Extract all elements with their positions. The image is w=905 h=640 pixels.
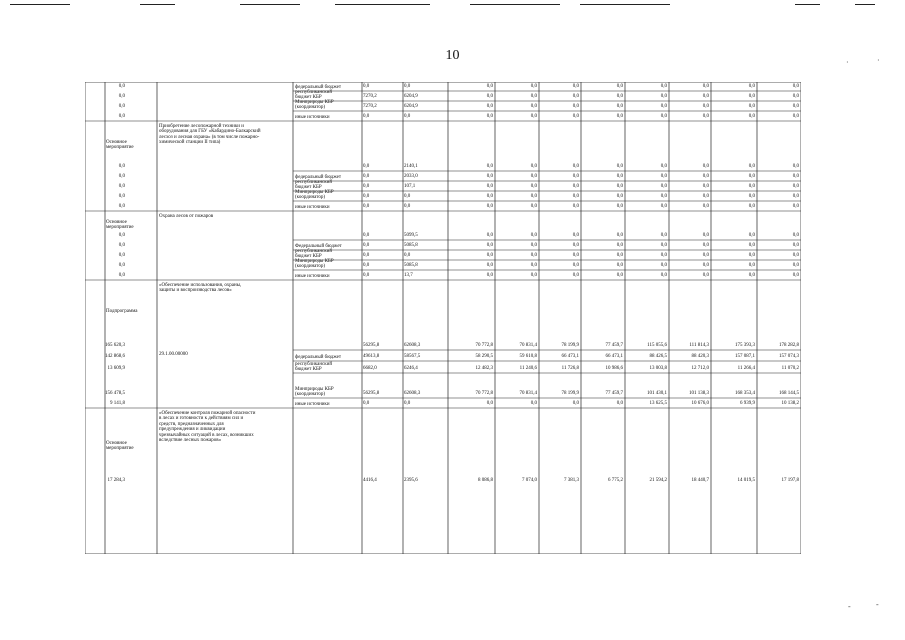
scan-mark: · bbox=[846, 58, 849, 67]
value-cell: 0,0 bbox=[660, 94, 667, 99]
value-cell: 11 266,4 bbox=[737, 366, 755, 371]
value-cell: 0,0 bbox=[530, 194, 537, 199]
value-cell: 0,0 bbox=[530, 243, 537, 248]
value-cell: 12 482,3 bbox=[475, 366, 493, 371]
value-cell: 0,0 bbox=[792, 204, 799, 209]
value-cell: 0,0 bbox=[792, 184, 799, 189]
value-cell: 0,0 bbox=[748, 174, 755, 179]
value-cell: 6682,0 bbox=[363, 366, 377, 371]
value-cell: 0,0 bbox=[486, 174, 493, 179]
value-cell: 0,0 bbox=[616, 84, 623, 89]
value-cell: 6204,9 bbox=[404, 104, 418, 109]
value-cell: 0,0 bbox=[616, 104, 623, 109]
row-label: Минприроды КБР (координатор) bbox=[295, 387, 334, 398]
value-cell: 0,0 bbox=[660, 204, 667, 209]
value-cell: 0,0 bbox=[572, 94, 579, 99]
budget-table bbox=[85, 82, 801, 554]
value-cell: 175 393,3 bbox=[735, 343, 755, 348]
value-cell: 0,0 bbox=[572, 84, 579, 89]
value-cell: 0,0 bbox=[404, 204, 411, 209]
value-cell: 2140,1 bbox=[404, 164, 418, 169]
table-grid bbox=[85, 82, 801, 554]
value-cell: 0,0 bbox=[486, 184, 493, 189]
row-type: Подпрограмма bbox=[106, 309, 138, 314]
row-label: республиканский бюджет КБР bbox=[295, 90, 333, 101]
value-cell: 18 440,7 bbox=[691, 478, 709, 483]
value-cell: 0,0 bbox=[118, 253, 125, 258]
value-cell: 0,0 bbox=[792, 174, 799, 179]
value-cell: 0,0 bbox=[660, 243, 667, 248]
value-cell: 5085,8 bbox=[404, 263, 418, 268]
row-label: федеральный бюджет bbox=[295, 355, 342, 360]
value-cell: 0,0 bbox=[572, 104, 579, 109]
scan-mark: - bbox=[876, 600, 879, 609]
value-cell: 0,0 bbox=[748, 184, 755, 189]
value-cell: 0,0 bbox=[363, 243, 370, 248]
value-cell: 0,0 bbox=[572, 114, 579, 119]
value-cell: 157 087,1 bbox=[735, 354, 755, 359]
value-cell: 0,0 bbox=[530, 401, 537, 406]
value-cell: 0,0 bbox=[792, 84, 799, 89]
value-cell: 0,0 bbox=[572, 174, 579, 179]
value-cell: 21 594,2 bbox=[649, 478, 667, 483]
value-cell: 13,7 bbox=[404, 273, 413, 278]
scan-mark: - bbox=[848, 602, 851, 611]
value-cell: 0,0 bbox=[748, 94, 755, 99]
value-cell: 59 610,8 bbox=[519, 354, 537, 359]
value-cell: 0,0 bbox=[118, 273, 125, 278]
value-cell: 0,0 bbox=[702, 233, 709, 238]
value-cell: 0,0 bbox=[660, 194, 667, 199]
value-cell: 0,0 bbox=[702, 104, 709, 109]
value-cell: 0,0 bbox=[660, 233, 667, 238]
value-cell: 56295,8 bbox=[363, 391, 380, 396]
value-cell: 0,0 bbox=[660, 104, 667, 109]
value-cell: 0,0 bbox=[616, 273, 623, 278]
row-type: Основное мероприятие bbox=[106, 140, 134, 151]
value-cell: 0,0 bbox=[363, 164, 370, 169]
scan-line bbox=[855, 4, 875, 5]
row-label: иные источники bbox=[295, 402, 330, 407]
value-cell: 7 381,3 bbox=[564, 478, 579, 483]
value-cell: 0,0 bbox=[748, 233, 755, 238]
value-cell: 0,0 bbox=[792, 94, 799, 99]
value-cell: 0,0 bbox=[486, 114, 493, 119]
value-cell: 0,0 bbox=[702, 194, 709, 199]
value-cell: 11 240,6 bbox=[519, 366, 537, 371]
value-cell: 12 712,0 bbox=[691, 366, 709, 371]
value-cell: 0,0 bbox=[660, 263, 667, 268]
value-cell: 0,0 bbox=[702, 184, 709, 189]
value-cell: 4416,4 bbox=[363, 478, 377, 483]
value-cell: 6 775,2 bbox=[608, 478, 623, 483]
value-cell: 5085,8 bbox=[404, 243, 418, 248]
value-cell: 0,0 bbox=[792, 104, 799, 109]
value-cell: 77 459,7 bbox=[605, 343, 623, 348]
row-code: 29.1.00.00000 bbox=[159, 352, 188, 357]
value-cell: 0,0 bbox=[792, 194, 799, 199]
value-cell: 0,0 bbox=[530, 174, 537, 179]
value-cell: 0,0 bbox=[572, 233, 579, 238]
value-cell: 13 003,8 bbox=[649, 366, 667, 371]
value-cell: 0,0 bbox=[363, 174, 370, 179]
value-cell: 0,0 bbox=[616, 184, 623, 189]
value-cell: 0,0 bbox=[702, 243, 709, 248]
value-cell: 0,0 bbox=[702, 164, 709, 169]
value-cell: 0,0 bbox=[702, 263, 709, 268]
value-cell: 0,0 bbox=[118, 194, 125, 199]
value-cell: 77 459,7 bbox=[605, 391, 623, 396]
value-cell: 58 290,5 bbox=[475, 354, 493, 359]
value-cell: 0,0 bbox=[792, 263, 799, 268]
scan-line bbox=[795, 4, 820, 5]
value-cell: 0,0 bbox=[572, 164, 579, 169]
value-cell: 0,0 bbox=[660, 253, 667, 258]
value-cell: 0,0 bbox=[486, 253, 493, 258]
value-cell: 14 019,5 bbox=[737, 478, 755, 483]
value-cell: 0,0 bbox=[363, 114, 370, 119]
value-cell: 0,0 bbox=[748, 243, 755, 248]
value-cell: 0,0 bbox=[792, 243, 799, 248]
value-cell: 0,0 bbox=[616, 263, 623, 268]
scan-line bbox=[335, 4, 430, 5]
row-label: федеральный бюджет bbox=[295, 85, 342, 90]
value-cell: 0,0 bbox=[792, 164, 799, 169]
value-cell: 0,0 bbox=[363, 253, 370, 258]
value-cell: 0,0 bbox=[530, 253, 537, 258]
value-cell: 0,0 bbox=[748, 84, 755, 89]
value-cell: 0,0 bbox=[530, 164, 537, 169]
value-cell: 0,0 bbox=[702, 114, 709, 119]
value-cell: 0,0 bbox=[118, 243, 125, 248]
value-cell: 13 625,5 bbox=[649, 401, 667, 406]
value-cell: 6246,4 bbox=[404, 366, 418, 371]
value-cell: 0,0 bbox=[363, 84, 370, 89]
row-label: Минприроды КБР (координатор) bbox=[295, 100, 334, 111]
value-cell: 0,0 bbox=[572, 263, 579, 268]
value-cell: 0,0 bbox=[702, 204, 709, 209]
value-cell: 0,0 bbox=[702, 174, 709, 179]
row-label: Минприроды КБР (координатор) bbox=[295, 259, 334, 270]
value-cell: 88 426,5 bbox=[649, 354, 667, 359]
value-cell: 0,0 bbox=[660, 184, 667, 189]
value-cell: 0,0 bbox=[486, 104, 493, 109]
value-cell: 0,0 bbox=[792, 253, 799, 258]
value-cell: 0,0 bbox=[530, 94, 537, 99]
row-label: республиканский бюджет КБР bbox=[295, 362, 333, 373]
value-cell: 66 473,1 bbox=[605, 354, 623, 359]
value-cell: 88 420,3 bbox=[691, 354, 709, 359]
value-cell: 0,0 bbox=[118, 204, 125, 209]
value-cell: 0,0 bbox=[486, 194, 493, 199]
value-cell: 70 772,8 bbox=[475, 343, 493, 348]
row-label: иные источники bbox=[295, 274, 330, 279]
value-cell: 0,0 bbox=[530, 84, 537, 89]
value-cell: 0,0 bbox=[616, 243, 623, 248]
row-name: «Обеспечение контроля пожарной опасности в лесах и готовности к действиям сил и средств, предназначенных для предупреждения и ликвидации чрезвычайных ситуаций в лесах, возникших вследствие лесных пожаров» bbox=[159, 411, 256, 444]
value-cell: 5099,5 bbox=[404, 233, 418, 238]
value-cell: 0,0 bbox=[616, 114, 623, 119]
value-cell: 168 353,4 bbox=[735, 391, 755, 396]
value-cell: 168 144,5 bbox=[779, 391, 799, 396]
value-cell: 0,0 bbox=[748, 263, 755, 268]
scan-line bbox=[470, 4, 560, 5]
value-cell: 0,0 bbox=[572, 401, 579, 406]
value-cell: 0,0 bbox=[792, 114, 799, 119]
row-label: иные источники bbox=[295, 205, 330, 210]
value-cell: 0,0 bbox=[748, 204, 755, 209]
value-cell: 0,0 bbox=[363, 204, 370, 209]
value-cell: 0,0 bbox=[572, 243, 579, 248]
value-cell: 0,0 bbox=[530, 204, 537, 209]
value-cell: 0,0 bbox=[118, 263, 125, 268]
value-cell: 0,0 bbox=[702, 84, 709, 89]
value-cell: 0,0 bbox=[616, 164, 623, 169]
value-cell: 78 199,9 bbox=[561, 343, 579, 348]
value-cell: 0,0 bbox=[572, 253, 579, 258]
value-cell: 0,0 bbox=[660, 174, 667, 179]
value-cell: 0,0 bbox=[118, 84, 125, 89]
value-cell: 0,0 bbox=[616, 253, 623, 258]
scan-line bbox=[240, 4, 300, 5]
value-cell: 101 430,1 bbox=[647, 391, 667, 396]
page-number: 10 bbox=[445, 48, 460, 63]
value-cell: 0,0 bbox=[486, 243, 493, 248]
value-cell: 0,0 bbox=[660, 164, 667, 169]
value-cell: 0,0 bbox=[748, 164, 755, 169]
value-cell: 11 726,8 bbox=[561, 366, 579, 371]
value-cell: 157 074,3 bbox=[779, 354, 799, 359]
value-cell: 8 086,8 bbox=[478, 478, 493, 483]
value-cell: 10 138,2 bbox=[781, 401, 799, 406]
row-name: «Обеспечение использования, охраны, защиты и воспроизводства лесов» bbox=[159, 283, 242, 294]
value-cell: 0,0 bbox=[530, 114, 537, 119]
value-cell: 0,0 bbox=[363, 233, 370, 238]
row-type: Основное мероприятие bbox=[106, 440, 134, 451]
value-cell: 142 868,6 bbox=[105, 354, 125, 359]
value-cell: 62608,3 bbox=[404, 343, 421, 348]
value-cell: 11 070,2 bbox=[781, 366, 799, 371]
value-cell: 10 676,0 bbox=[691, 401, 709, 406]
value-cell: 0,0 bbox=[363, 184, 370, 189]
value-cell: 0,0 bbox=[616, 204, 623, 209]
value-cell: 0,0 bbox=[748, 114, 755, 119]
value-cell: 66 473,1 bbox=[561, 354, 579, 359]
value-cell: 165 620,3 bbox=[105, 343, 125, 348]
value-cell: 0,0 bbox=[660, 84, 667, 89]
row-label: иные источники bbox=[295, 115, 330, 120]
value-cell: 2033,0 bbox=[404, 174, 418, 179]
row-label: республиканский бюджет КБР bbox=[295, 180, 333, 191]
value-cell: 58567,5 bbox=[404, 354, 421, 359]
row-label: Федеральный бюджет bbox=[295, 244, 342, 249]
value-cell: 0,0 bbox=[748, 253, 755, 258]
scan-mark: · bbox=[877, 56, 880, 65]
value-cell: 0,0 bbox=[118, 233, 125, 238]
value-cell: 0,0 bbox=[486, 164, 493, 169]
value-cell: 17 284,3 bbox=[107, 478, 125, 483]
value-cell: 0,0 bbox=[748, 273, 755, 278]
value-cell: 0,0 bbox=[118, 164, 125, 169]
value-cell: 0,0 bbox=[486, 401, 493, 406]
value-cell: 0,0 bbox=[118, 104, 125, 109]
value-cell: 101 138,3 bbox=[689, 391, 709, 396]
row-label: республиканский бюджет КБР bbox=[295, 249, 333, 260]
value-cell: 0,0 bbox=[486, 94, 493, 99]
value-cell: 0,0 bbox=[530, 273, 537, 278]
value-cell: 17 197,8 bbox=[781, 478, 799, 483]
value-cell: 111 814,3 bbox=[689, 343, 709, 348]
value-cell: 6 939,9 bbox=[740, 401, 755, 406]
value-cell: 0,0 bbox=[572, 273, 579, 278]
row-label: Минприроды КБР (координатор) bbox=[295, 190, 334, 201]
value-cell: 7 074,0 bbox=[522, 478, 537, 483]
value-cell: 70 831,4 bbox=[519, 391, 537, 396]
value-cell: 0,0 bbox=[486, 273, 493, 278]
value-cell: 49613,8 bbox=[363, 354, 380, 359]
scan-line bbox=[140, 4, 175, 5]
value-cell: 0,0 bbox=[660, 273, 667, 278]
value-cell: 6204,9 bbox=[404, 94, 418, 99]
value-cell: 0,0 bbox=[702, 94, 709, 99]
row-type: Основное мероприятие bbox=[106, 219, 134, 230]
value-cell: 0,0 bbox=[792, 233, 799, 238]
row-name: Охрана лесов от пожаров bbox=[159, 214, 214, 219]
value-cell: 10 986,6 bbox=[605, 366, 623, 371]
value-cell: 156 478,5 bbox=[105, 391, 125, 396]
value-cell: 7270,2 bbox=[363, 94, 377, 99]
value-cell: 178 282,8 bbox=[779, 343, 799, 348]
value-cell: 0,0 bbox=[404, 401, 411, 406]
value-cell: 70 772,8 bbox=[475, 391, 493, 396]
value-cell: 0,0 bbox=[363, 263, 370, 268]
value-cell: 0,0 bbox=[702, 253, 709, 258]
value-cell: 0,0 bbox=[616, 194, 623, 199]
value-cell: 0,0 bbox=[486, 204, 493, 209]
value-cell: 13 609,9 bbox=[107, 366, 125, 371]
value-cell: 78 199,9 bbox=[561, 391, 579, 396]
value-cell: 0,0 bbox=[572, 204, 579, 209]
value-cell: 0,0 bbox=[748, 104, 755, 109]
value-cell: 0,0 bbox=[616, 233, 623, 238]
value-cell: 0,0 bbox=[572, 184, 579, 189]
value-cell: 0,0 bbox=[404, 84, 411, 89]
value-cell: 0,0 bbox=[702, 273, 709, 278]
value-cell: 107,1 bbox=[404, 184, 416, 189]
value-cell: 0,0 bbox=[486, 263, 493, 268]
scan-line bbox=[580, 4, 670, 5]
value-cell: 0,0 bbox=[530, 233, 537, 238]
value-cell: 0,0 bbox=[530, 184, 537, 189]
value-cell: 0,0 bbox=[572, 194, 579, 199]
value-cell: 115 055,6 bbox=[647, 343, 667, 348]
value-cell: 0,0 bbox=[404, 253, 411, 258]
value-cell: 0,0 bbox=[660, 114, 667, 119]
value-cell: 0,0 bbox=[486, 84, 493, 89]
value-cell: 0,0 bbox=[404, 114, 411, 119]
value-cell: 0,0 bbox=[118, 114, 125, 119]
row-label: федеральный бюджет bbox=[295, 175, 342, 180]
value-cell: 0,0 bbox=[118, 174, 125, 179]
value-cell: 0,0 bbox=[363, 273, 370, 278]
value-cell: 0,0 bbox=[748, 194, 755, 199]
value-cell: 7270,2 bbox=[363, 104, 377, 109]
value-cell: 0,0 bbox=[363, 194, 370, 199]
value-cell: 0,0 bbox=[404, 194, 411, 199]
value-cell: 0,0 bbox=[616, 401, 623, 406]
scan-line bbox=[10, 4, 70, 5]
value-cell: 9 141,8 bbox=[110, 401, 125, 406]
value-cell: 56295,8 bbox=[363, 343, 380, 348]
value-cell: 0,0 bbox=[118, 94, 125, 99]
value-cell: 70 831,4 bbox=[519, 343, 537, 348]
value-cell: 2395,6 bbox=[404, 478, 418, 483]
value-cell: 0,0 bbox=[792, 273, 799, 278]
value-cell: 0,0 bbox=[363, 401, 370, 406]
value-cell: 0,0 bbox=[486, 233, 493, 238]
value-cell: 62608,3 bbox=[404, 391, 421, 396]
value-cell: 0,0 bbox=[616, 94, 623, 99]
value-cell: 0,0 bbox=[616, 174, 623, 179]
value-cell: 0,0 bbox=[530, 104, 537, 109]
row-name: Приобретение лесопожарной техники и оборудования для ГБУ «Кабардино-Балкарский лесхоз и лесная охрана» (в том числе пожарно- химической станции II типа) bbox=[159, 124, 261, 146]
value-cell: 0,0 bbox=[530, 263, 537, 268]
value-cell: 0,0 bbox=[118, 184, 125, 189]
